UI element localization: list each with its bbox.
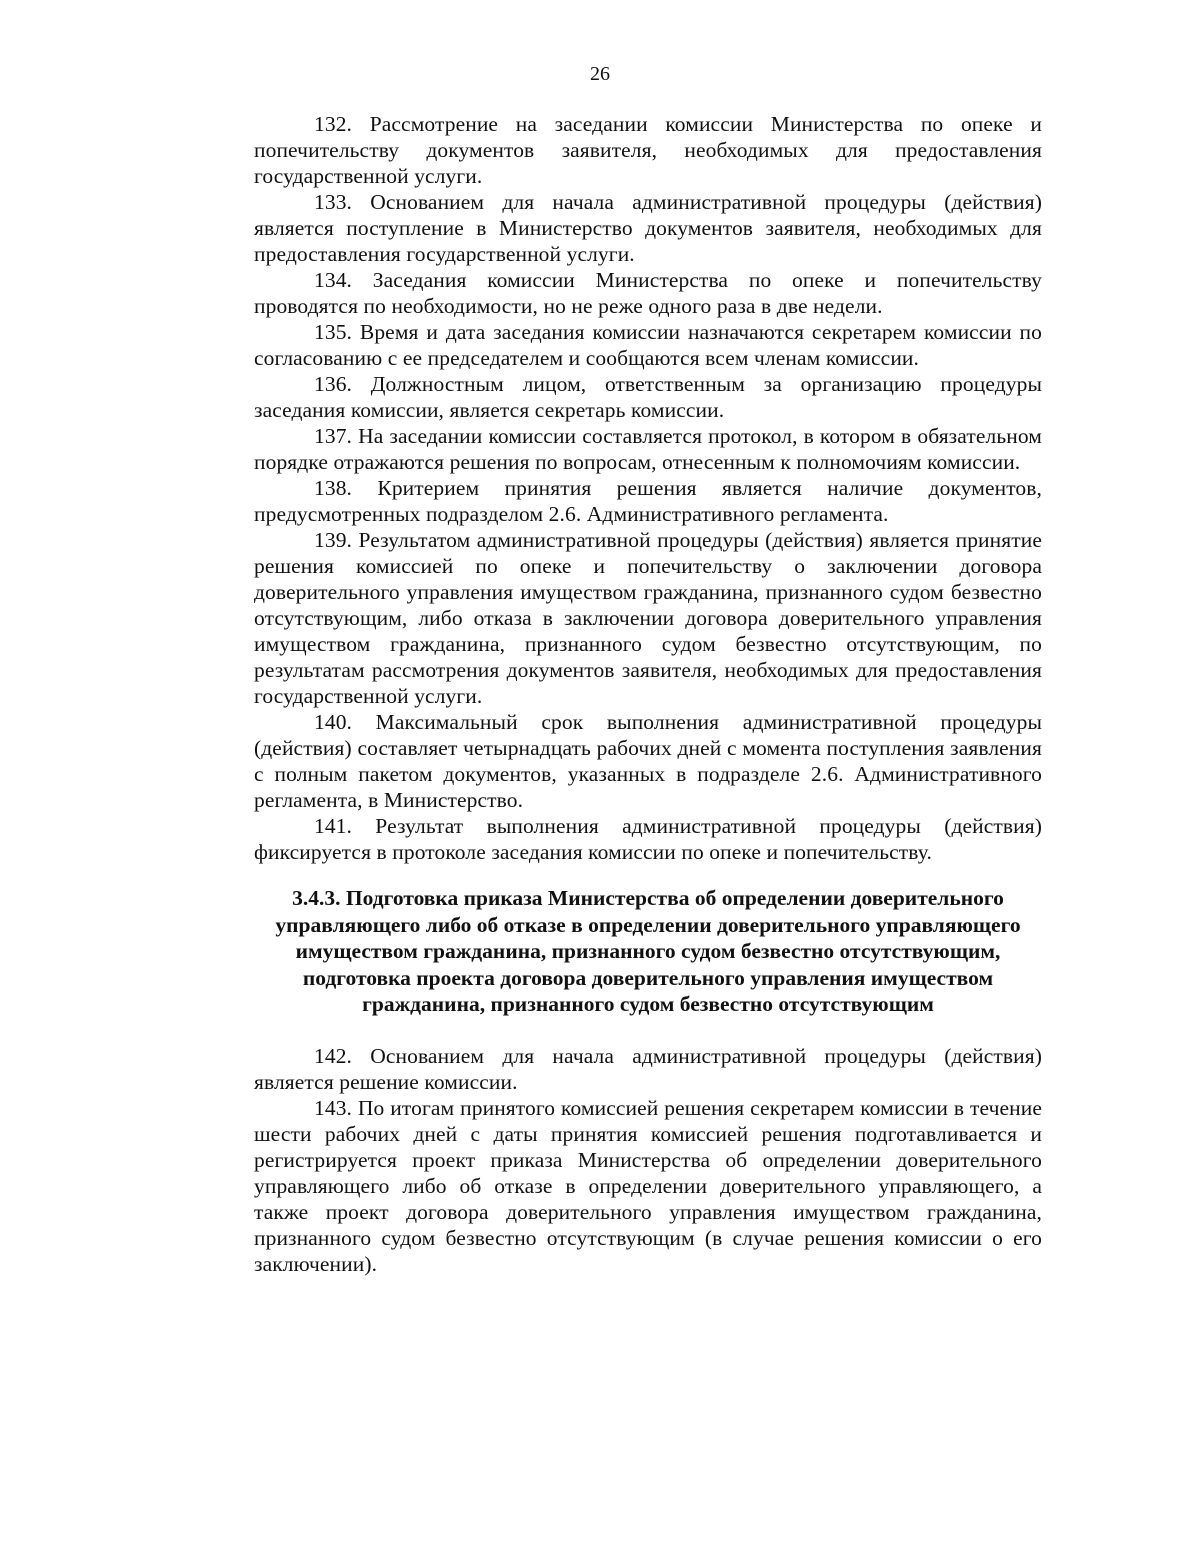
section-heading: 3.4.3. Подготовка приказа Министерства об определении доверительного управляющего либо об отказе в определении доверительного управляющего имуществом гражданина, признанного судом безвестно отсутствующим, подготовка проекта договора доверительного управления имуществом гражданина, признанного судом безвестно отсутствующим xyxy=(275,886,1021,1016)
paragraph-137: 137. На заседании комиссии составляется протокол, в котором в обязательном порядке отражаются решения по вопросам, отнесенным к полномочиям комиссии. xyxy=(254,424,1042,474)
page-number: 26 xyxy=(590,63,610,85)
paragraph-141: 141. Результат выполнения административной процедуры (действия) фиксируется в протоколе заседания комиссии по опеке и попечительству. xyxy=(254,814,1042,864)
paragraph-134: 134. Заседания комиссии Министерства по опеке и попечительству проводятся по необходимости, но не реже одного раза в две недели. xyxy=(254,268,1042,318)
paragraph-142: 142. Основанием для начала административной процедуры (действия) является решение комиссии. xyxy=(254,1043,1042,1094)
paragraph-140: 140. Максимальный срок выполнения административной процедуры (действия) составляет четырнадцать рабочих дней с момента поступления заявления с полным пакетом документов, указанных в подразделе 2.6. Административного регламента, в Министерство. xyxy=(254,710,1042,812)
paragraph-135: 135. Время и дата заседания комиссии назначаются секретарем комиссии по согласованию с ее председателем и сообщаются всем членам комиссии. xyxy=(254,320,1042,370)
paragraph-132: 132. Рассмотрение на заседании комиссии Министерства по опеке и попечительству документов заявителя, необходимых для предоставления государственной услуги. xyxy=(254,112,1042,188)
paragraph-136: 136. Должностным лицом, ответственным за организацию процедуры заседания комиссии, является секретарь комиссии. xyxy=(254,372,1042,422)
document-body xyxy=(254,111,1042,1277)
paragraph-143: 143. По итогам принятого комиссией решения секретарем комиссии в течение шести рабочих дней с даты принятия комиссией решения подготавливается и регистрируется проект приказа Министерства об определении доверительного управляющего либо об отказе в определении доверительного управляющего, а также проект договора доверительного управления имуществом гражданина, признанного судом безвестно отсутствующим (в случае решения комиссии о его заключении). xyxy=(254,1095,1042,1276)
paragraph-139: 139. Результатом административной процедуры (действия) является принятие решения комиссией по опеке и попечительству о заключении договора доверительного управления имуществом гражданина, признанного судом безвестно отсутствующим, либо отказа в заключении договора доверительного управления имуществом гражданина, признанного судом безвестно отсутствующим, по результатам рассмотрения документов заявителя, необходимых для предоставления государственной услуги. xyxy=(254,528,1042,708)
paragraph-138: 138. Критерием принятия решения является наличие документов, предусмотренных подразделом 2.6. Административного регламента. xyxy=(254,476,1042,526)
paragraph-133: 133. Основанием для начала административной процедуры (действия) является поступление в Министерство документов заявителя, необходимых для предоставления государственной услуги. xyxy=(254,190,1042,266)
